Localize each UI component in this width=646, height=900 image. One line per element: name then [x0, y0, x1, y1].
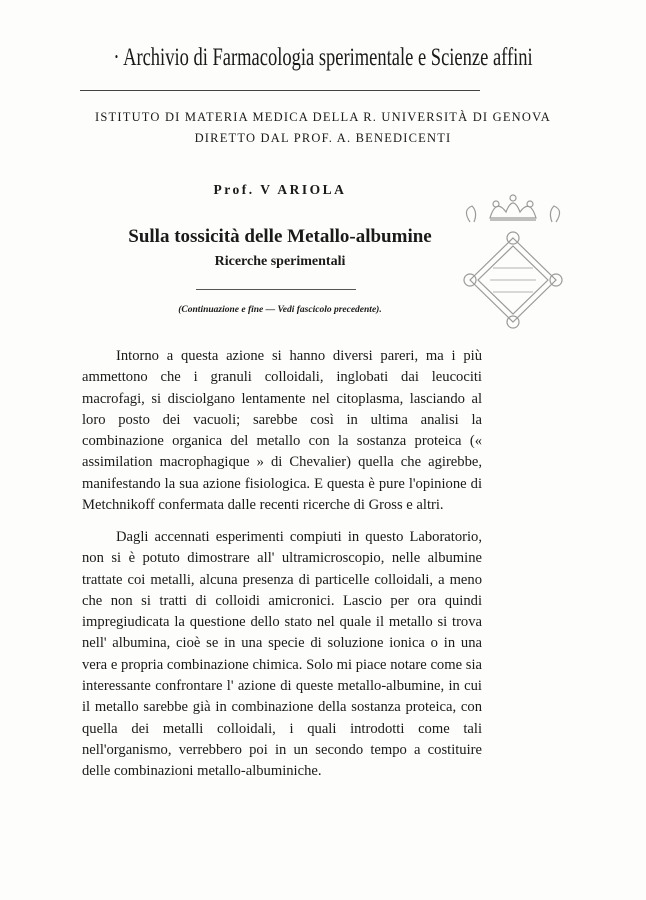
institute-line-1: ISTITUTO DI MATERIA MEDICA DELLA R. UNIVERSITÀ DI GENOVA [95, 110, 551, 124]
continuation-note: (Continuazione e fine — Vedi fascicolo precedente). [178, 305, 382, 315]
article-title: Sulla tossicità delle Metallo-albumine [128, 226, 432, 247]
journal-header: · Archivio di Farmacologia sperimentale e Scienze affini [113, 44, 533, 71]
article-subtitle: Ricerche sperimentali [214, 254, 346, 269]
library-stamp-icon [448, 188, 578, 338]
header-rule [80, 90, 480, 91]
body-paragraph-1: Intorno a questa azione si hanno diversi pareri, ma i più ammettono che i granuli colloidali, inglobati dai leucociti macrofagi, si disciolgano lentamente nel citoplasma, lasciando al loro posto dei vacuoli; sarebbe così in ultima analisi la combinazione organica del metallo con la sostanza proteica (« assimilation macrophagique » di Chevalier) quella che agirebbe, manifestando la sua azione fisiologica. E questa è pure l'opinione di Metchnikoff confermata dalle recenti ricerche di Gross e altri. [82, 348, 482, 514]
body-paragraph-2: Dagli accennati esperimenti compiuti in questo Laboratorio, non si è potuto dimostrare all' ultramicroscopio, nelle albumine trattate coi metalli, alcuna presenza di particelle colloidali, a meno che non si tratti di colloidi amicronici. Lascio per ora quindi impregiudicata la questione dello stato nel quale il metallo si trova nell' albumina, cioè se in una specie di soluzione ionica o in una vera e propria combinazione chimica. Solo mi piace notare come sia interessante confrontare l' azione di queste metallo-albumine, in cui il metallo sarebbe già in combinazione della sostanza proteica, con quella dei metalli colloidali, i quali introdotti come tali nell'organismo, verrebbero poi in un secondo tempo a costituire delle combinazioni metallo-albuminiche. [82, 529, 482, 780]
institute-line-2: DIRETTO DAL PROF. A. BENEDICENTI [194, 131, 452, 145]
article-author: Prof. V ARIOLA [213, 182, 347, 197]
title-rule [196, 289, 356, 290]
